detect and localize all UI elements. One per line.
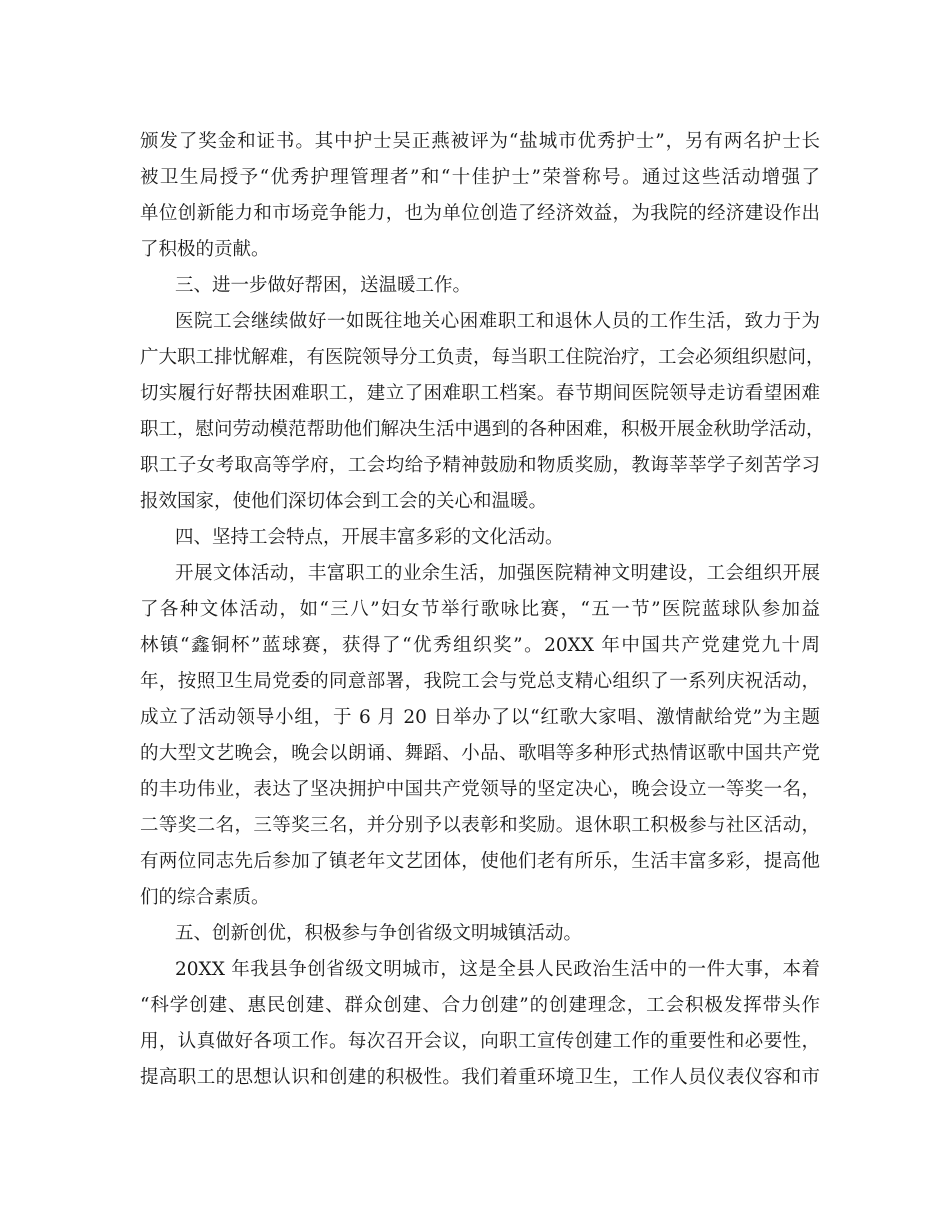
body-text-line: 切实履行好帮扶困难职工，建立了困难职工档案。春节期间医院领导走访看望困难 bbox=[140, 383, 820, 404]
body-text-line: 的丰功伟业，表达了坚决拥护中国共产党领导的坚定决心，晚会设立一等奖一名， bbox=[140, 779, 820, 800]
body-text-line: 被卫生局授予“优秀护理管理者”和“十佳护士”荣誉称号。通过这些活动增强了 bbox=[140, 167, 820, 188]
body-text-line: 职工，慰问劳动模范帮助他们解决生活中遇到的各种困难，积极开展金秋助学活动， bbox=[140, 419, 825, 440]
body-text-line: “科学创建、惠民创建、群众创建、合力创建”的创建理念，工会积极发挥带头作 bbox=[140, 995, 820, 1016]
body-text-line: 有两位同志先后参加了镇老年文艺团体，使他们老有所乐，生活丰富多彩，提高他 bbox=[140, 851, 820, 872]
body-text-line: 职工子女考取高等学府，工会均给予精神鼓励和物质奖励，教诲莘莘学子刻苦学习 bbox=[140, 455, 820, 476]
body-text-line: 颁发了奖金和证书。其中护士吴正燕被评为“盐城市优秀护士”，另有两名护士长 bbox=[140, 131, 820, 152]
body-text-line: 用，认真做好各项工作。每次召开会议，向职工宣传创建工作的重要性和必要性， bbox=[140, 1031, 820, 1052]
body-text-line: 报效国家，使他们深切体会到工会的关心和温暖。 bbox=[140, 491, 548, 512]
body-text-line: 年，按照卫生局党委的同意部署，我院工会与党总支精心组织了一系列庆祝活动， bbox=[140, 671, 820, 692]
body-text-line: 了各种文体活动，如“三八”妇女节举行歌咏比赛，“五一节”医院蓝球队参加益 bbox=[140, 599, 820, 620]
body-text-line: 单位创新能力和市场竞争能力，也为单位创造了经济效益，为我院的经济建设作出 bbox=[140, 203, 820, 224]
section-heading-5: 五、创新创优，积极参与争创省级文明城镇活动。 bbox=[175, 923, 583, 944]
section-heading-3: 三、进一步做好帮困，送温暖工作。 bbox=[175, 275, 472, 296]
body-text-line: 开展文体活动，丰富职工的业余生活，加强医院精神文明建设，工会组织开展 bbox=[175, 563, 820, 584]
body-text-line: 广大职工排忧解难，有医院领导分工负责，每当职工住院治疗，工会必须组织慰问， bbox=[140, 347, 825, 368]
body-text-line: 林镇“鑫铜杯”蓝球赛，获得了“优秀组织奖”。20XX 年中国共产党建党九十周 bbox=[140, 635, 820, 656]
body-text-line: 成立了活动领导小组，于 6 月 20 日举办了以“红歌大家唱、激情献给党”为主题 bbox=[140, 707, 820, 728]
body-text-line: 们的综合素质。 bbox=[140, 887, 270, 908]
body-text-line: 二等奖二名，三等奖三名，并分别予以表彰和奖励。退休职工积极参与社区活动， bbox=[140, 815, 820, 836]
body-text-line: 医院工会继续做好一如既往地关心困难职工和退休人员的工作生活，致力于为 bbox=[175, 311, 820, 332]
body-text-line: 20XX 年我县争创省级文明城市，这是全县人民政治生活中的一件大事，本着 bbox=[175, 959, 820, 980]
body-text-line: 的大型文艺晚会，晚会以朗诵、舞蹈、小品、歌唱等多种形式热情讴歌中国共产党 bbox=[140, 743, 820, 764]
body-text-line: 了积极的贡献。 bbox=[140, 239, 270, 260]
body-text-line: 提高职工的思想认识和创建的积极性。我们着重环境卫生，工作人员仪表仪容和市 bbox=[140, 1067, 820, 1088]
section-heading-4: 四、坚持工会特点，开展丰富多彩的文化活动。 bbox=[175, 527, 564, 548]
